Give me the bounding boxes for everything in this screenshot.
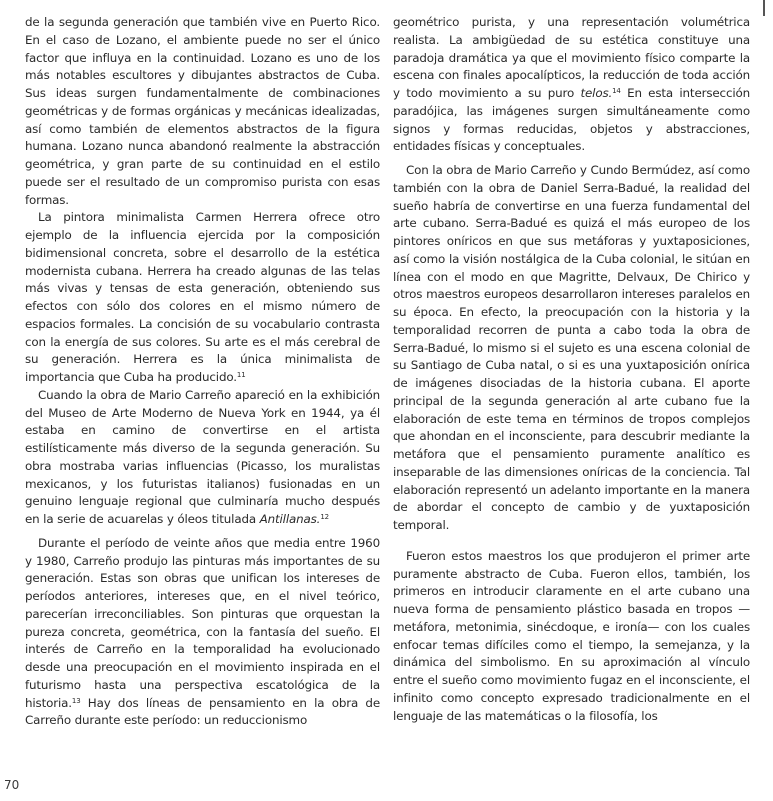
text-run: En esta intersección paradójica, las imágenes surgen simultáneamente como signos y formas reducidas, objetos y abstracciones, entidades físicas y conceptuales.	[393, 86, 750, 154]
text-run: Con la obra de Mario Carreño y Cundo Bermúdez, así como también con la obra de Daniel Serra-Badué, la realidad del sueño habría de convertirse en una fuerza fundamental del arte cubano. Serra-Badué es quizá el más europeo de los pintores oníricos en que sus metáforas y yuxtaposiciones, así como la visión nostálgica de la Cuba colonial, le sitúan en línea con el modo en que Magritte, Delvaux, De Chirico y otros maestros europeos desarrollaron intereses paralelos en su época. En efecto, la preocupación con la historia y la temporalidad recorren de punta a cabo toda la obra de Serra-Badué, lo mismo si el sujeto es una escena colonial de su Santiago de Cuba natal, o si es una yuxtaposición onírica de imágenes disociadas de la historia cubana. El aporte principal de la segunda generación al arte cubano fue la elaboración de este tema en términos de tropos complejos que ahondan en el inconsciente, para descubrir mediante la metáfora que el pensamiento puramente analítico es inseparable de las dimensiones oníricas de la conciencia. Tal elaboración representó un adelanto importante en la manera de abordar el concepto de cambio y de yuxtaposición temporal.	[393, 163, 750, 532]
footnote-reference: 12	[320, 513, 329, 521]
italic-title: Antillanas.	[259, 512, 321, 526]
paragraph-carreno-1944	[25, 387, 380, 529]
left-text-column	[25, 14, 380, 730]
text-run: Fueron estos maestros los que produjeron el primer arte puramente abstracto de Cuba. Fueron ellos, también, los primeros en introducir claramente en el arte cubano una nueva forma de pensamiento plástico basada en tropos —metáfora, metonimia, sinécdoque, e ironía— con los cuales enfocar temas difíciles como el tiempo, la semejanza, y la dinámica del simbolismo. En su aproximación al vínculo entre el sueño como movimiento fugaz en el inconsciente, el infinito como concepto expresado tradicionalmente en el lenguaje de las matemáticas o la filosofía, los	[393, 548, 750, 723]
paragraph-lozano	[25, 14, 380, 209]
paragraph-herrera	[25, 209, 380, 387]
right-text-column	[393, 14, 750, 725]
page-edge-mark	[763, 0, 765, 16]
text-run: de la segunda generación que también vive en Puerto Rico. En el caso de Lozano, el ambiente puede no ser el único factor que influya en la continuidad. Lozano es uno de los más notables escultores y dibujantes abstractos de Cuba. Sus ideas surgen fundamentalmente de combinaciones geométricas y de formas orgánicas y mecánicas idealizadas, así como también de elementos abstractos de la figura humana. Lozano nunca abandonó realmente la abstracción geométrica, y gran parte de su continuidad en el estilo puede ser el resultado de un compromiso purista con esas formas.	[25, 15, 380, 207]
footnote-reference: 11	[236, 371, 246, 379]
text-run: Hay dos líneas de pensamiento en la obra de Carreño durante este período: un reduccionismo	[25, 695, 380, 728]
paragraph-reduccionismo	[393, 14, 750, 156]
text-run: geométrico purista, y una representación volumétrica realista. La ambigüedad de su estética constituye una paradoja dramática ya que el movimiento físico comparte la escena con finales apocalípticos, la reducción de toda acción y todo movimiento a su puro	[393, 15, 750, 100]
text-run: La pintora minimalista Carmen Herrera ofrece otro ejemplo de la influencia ejercida por la composición bidimensional concreta, sobre el desarrollo de la estética modernista cubana. Herrera ha creado algunas de las telas más vivas y tensas de esta generación, obteniendo sus efectos con sólo dos colores en el mismo número de espacios formales. La concisión de su vocabulario contrasta con la energía de sus colores. Su arte es el más cerebral de su generación. Herrera es la única minimalista de importancia que Cuba ha producido.	[25, 210, 380, 384]
page-number: 70	[4, 778, 20, 792]
paragraph-maestros	[393, 548, 750, 726]
text-run: Durante el período de veinte años que media entre 1960 y 1980, Carreño produjo las pinturas más importantes de su generación. Estas son obras que unifican los intereses de períodos anteriores, intereses que, en el nivel teórico, parecerían irreconciliables. Son pinturas que orquestan la pureza concreta, geométrica, con la fantasía del sueño. El interés de Carreño en la temporalidad ha evolucionado desde una preocupación en el movimiento inspirada en el futurismo hasta una perspectiva escatológica de la historia.	[25, 535, 380, 710]
paragraph-serra-badue	[393, 162, 750, 535]
paragraph-carreno-1960-1980	[25, 535, 380, 730]
italic-title: telos.	[580, 86, 613, 100]
footnote-reference: 13	[71, 696, 81, 705]
footnote-reference: 14	[612, 87, 621, 95]
text-run: Cuando la obra de Mario Carreño apareció en la exhibición del Museo de Arte Moderno de Nueva York en 1944, ya él estaba en camino de convertirse en el artista estilísticamente más diverso de la segunda generación. Su obra mostraba varias influencias (Picasso, los muralistas mexicanos, y los futuristas italianos) fusionadas en un genuino lenguaje regional que culminaría mucho después en la serie de acuarelas y óleos titulada	[25, 387, 380, 526]
